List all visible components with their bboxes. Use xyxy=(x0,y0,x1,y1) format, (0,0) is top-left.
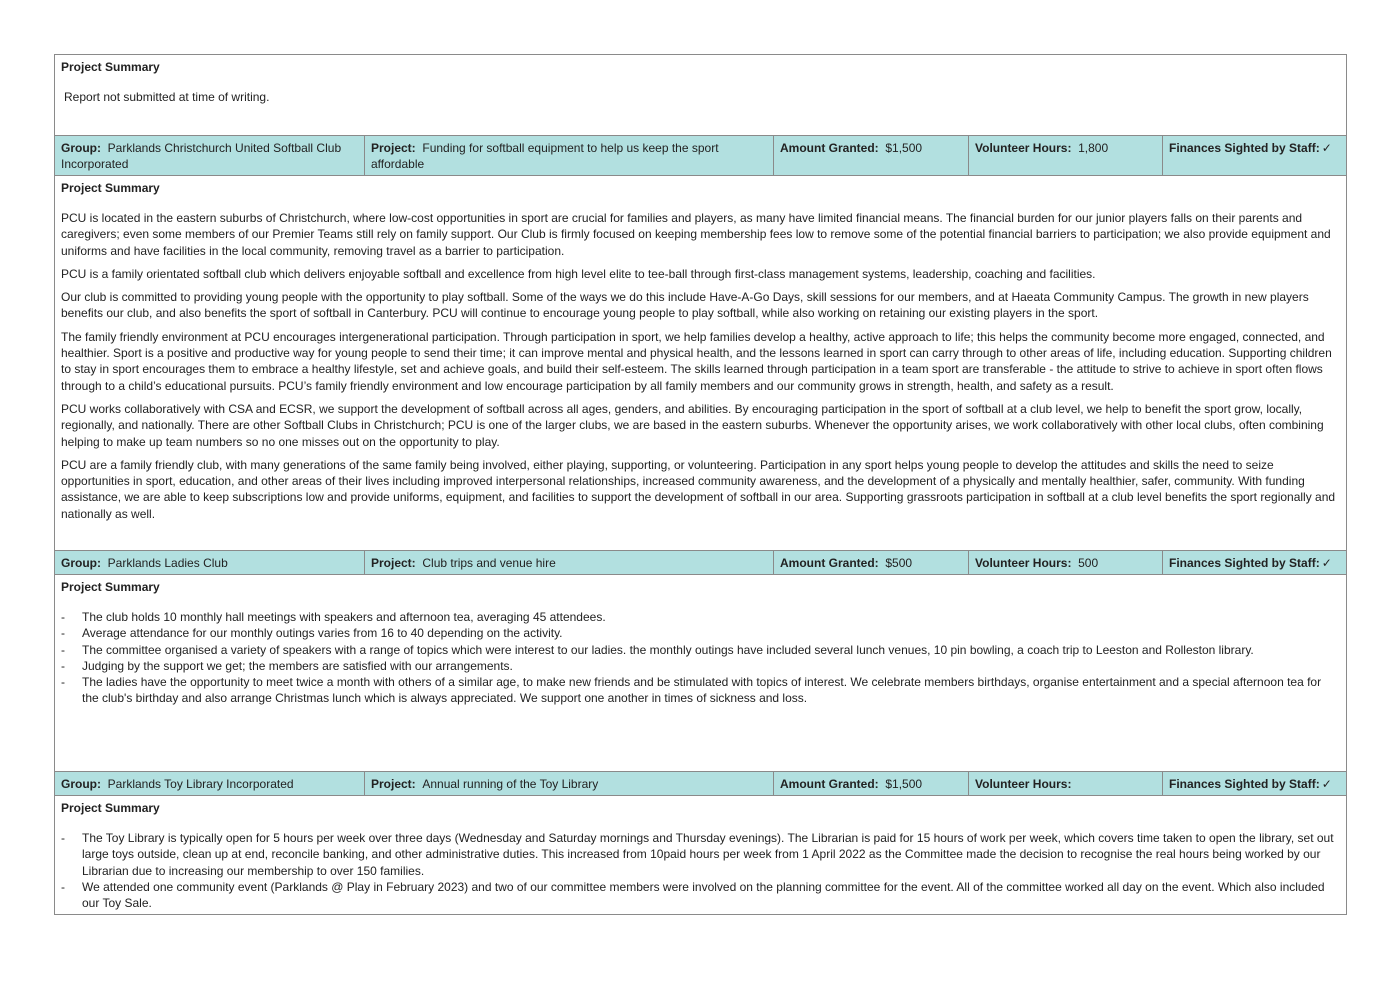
amount-label: Amount Granted: xyxy=(780,141,879,155)
amount-cell xyxy=(774,772,969,796)
list-item: - Judging by the support we get; the members are satisfied with our arrangements. xyxy=(61,658,1340,674)
summary-row xyxy=(55,176,1347,551)
project-cell xyxy=(365,136,774,176)
finances-cell xyxy=(1163,136,1347,176)
hours-cell xyxy=(969,551,1163,575)
grant-header-row xyxy=(55,772,1347,796)
list-item: - The committee organised a variety of speakers with a range of topics which were interest to our ladies. the monthly outings have included several lunch venues, 10 pin bowling, a coach trip to Leeston and Rolleston library. xyxy=(61,642,1340,658)
summary-paragraph: PCU is located in the eastern suburbs of Christchurch, where low-cost opportunities in sport are crucial for families and players, as many have limited financial means. The financial burden for our junior players falls on their parents and caregivers; even some members of our Premier Teams still rely on family support. Our Club is firmly focused on keeping membership fees low to remove some of the potential financial barriers to participation; we also provide equipment and uniforms and have facilities in the local community, removing travel as a barrier to participation. xyxy=(61,211,1331,258)
summary-list xyxy=(61,830,1340,911)
document-page xyxy=(54,54,1346,915)
grants-table xyxy=(54,54,1347,915)
project-cell xyxy=(365,551,774,575)
hours-cell xyxy=(969,136,1163,176)
amount-label: Amount Granted: xyxy=(780,556,879,570)
check-icon: ✓ xyxy=(1321,556,1332,570)
summary-paragraph: PCU are a family friendly club, with many generations of the same family being involved, either playing, supporting, or volunteering. Participation in any sport helps young people to develop the attitudes and skills the need to seize opportunities in sport, education, and other areas of their lives including improved interpersonal relationships, increased community awareness, and the development of a physically and mentally healthier, safer, community. With funding assistance, we are able to keep subscriptions low and provide uniforms, equipment, and facilities to support the development of softball in our area. Supporting grassroots participation in softball at a club level benefits the sport regionally and nationally as well. xyxy=(61,457,1336,521)
project-value: Club trips and venue hire xyxy=(422,556,556,570)
summary-title: Project Summary xyxy=(61,801,160,815)
summary-title: Project Summary xyxy=(61,580,160,594)
finances-label: Finances Sighted by Staff: xyxy=(1169,556,1320,570)
finances-label: Finances Sighted by Staff: xyxy=(1169,777,1320,791)
check-icon: ✓ xyxy=(1321,141,1332,155)
group-value: Parklands Christchurch United Softball Club Incorporated xyxy=(61,141,342,171)
list-item: - The Toy Library is typically open for 5 hours per week over three days (Wednesday and Saturday mornings and Thursday evenings). The Librarian is paid for 15 hours of work per week, which covers time taken to open the library, set out large toys outside, clean up at end, reconcile banking, and other administrative duties. This increased from 10paid hours per week from 1 April 2022 as the Committee made the decision to recognise the real hours being worked by our Librarian due to increasing our membership to over 150 families. xyxy=(61,830,1340,879)
summary-cell xyxy=(55,55,1347,136)
amount-value: $1,500 xyxy=(885,777,923,791)
hours-value: 1,800 xyxy=(1078,141,1109,155)
summary-paragraph: PCU is a family orientated softball club which delivers enjoyable softball and excellence from high level elite to tee-ball through first-class management systems, leadership, coaching and facilities. xyxy=(61,266,1096,281)
group-cell xyxy=(55,136,365,176)
summary-paragraph: Our club is committed to providing young people with the opportunity to play softball. Some of the ways we do this include Have-A-Go Days, skill sessions for our members, and at Haeata Community Campus. The growth in new players benefits our club, and also benefits the sport of softball in Canterbury. PCU will continue to encourage young people to play softball, while also working on retaining our existing players in the sport. xyxy=(61,290,1309,321)
summary-list xyxy=(61,609,1340,707)
summary-row xyxy=(55,796,1347,915)
summary-text: Report not submitted at time of writing. xyxy=(64,90,270,104)
summary-row xyxy=(55,55,1347,136)
summary-cell xyxy=(55,176,1347,551)
project-label: Project: xyxy=(371,141,416,155)
group-value: Parklands Toy Library Incorporated xyxy=(107,777,294,791)
amount-value: $500 xyxy=(885,556,913,570)
hours-label: Volunteer Hours: xyxy=(975,141,1072,155)
summary-cell xyxy=(55,796,1347,915)
hours-value: 500 xyxy=(1078,556,1099,570)
amount-cell xyxy=(774,136,969,176)
project-value: Funding for softball equipment to help us keep the sport affordable xyxy=(371,141,719,171)
list-item: - The club holds 10 monthly hall meetings with speakers and afternoon tea, averaging 45 attendees. xyxy=(61,609,1340,625)
project-cell xyxy=(365,772,774,796)
list-item: - The ladies have the opportunity to meet twice a month with others of a similar age, to make new friends and be stimulated with topics of interest. We celebrate members birthdays, organise entertainment and a special afternoon tea for the club's birthday and also arrange Christmas lunch which is always appreciated. We support one another in times of sickness and loss. xyxy=(61,674,1340,707)
group-cell xyxy=(55,772,365,796)
project-label: Project: xyxy=(371,556,416,570)
hours-label: Volunteer Hours: xyxy=(975,556,1072,570)
group-label: Group: xyxy=(61,556,101,570)
check-icon: ✓ xyxy=(1321,777,1332,791)
list-item: - We attended one community event (Parklands @ Play in February 2023) and two of our committee members were involved on the planning committee for the event. All of the committee worked all day on the event. Which also included our Toy Sale. xyxy=(61,879,1340,912)
amount-value: $1,500 xyxy=(885,141,923,155)
grant-header-row xyxy=(55,136,1347,176)
amount-cell xyxy=(774,551,969,575)
group-label: Group: xyxy=(61,141,101,155)
grant-header-row xyxy=(55,551,1347,575)
summary-paragraph: PCU works collaboratively with CSA and ECSR, we support the development of softball across all ages, genders, and abilities. By encouraging participation in the sport of softball at a club level, we help to benefit the sport grow, locally, regionally, and nationally. There are other Softball Clubs in Christchurch; PCU is one of the larger clubs, we are based in the eastern suburbs. Whenever the opportunity arises, we work collaboratively with other local clubs, often combining helping to make up team numbers so no one misses out on the opportunity to play. xyxy=(61,401,1324,449)
hours-cell xyxy=(969,772,1163,796)
amount-label: Amount Granted: xyxy=(780,777,879,791)
project-value: Annual running of the Toy Library xyxy=(422,777,599,791)
finances-cell xyxy=(1163,551,1347,575)
finances-label: Finances Sighted by Staff: xyxy=(1169,141,1320,155)
group-cell xyxy=(55,551,365,575)
group-label: Group: xyxy=(61,777,101,791)
group-value: Parklands Ladies Club xyxy=(107,556,228,570)
hours-label: Volunteer Hours: xyxy=(975,777,1072,791)
finances-cell xyxy=(1163,772,1347,796)
summary-row xyxy=(55,575,1347,772)
summary-paragraph: The family friendly environment at PCU encourages intergenerational participation. Through participation in sport, we help families develop a healthy, active approach to life; this helps the community become more engaged, connected, and healthier. Sport is a positive and productive way for young people to send their time; it can improve mental and physical health, and the lessons learned in sport can carry through to other areas of life, including education. Supporting children to stay in sport encourages them to embrace a healthy lifestyle, set and achieve goals, and build their self-esteem. The skills learned through participation in a team sport are transferable - the attitude to strive to achieve in sport often flows through to a child’s educational pursuits. PCU’s family friendly environment and low encourage participation by all family members and our community grows in strength, health, and safety as a result. xyxy=(61,329,1332,393)
summary-title: Project Summary xyxy=(61,60,160,74)
project-label: Project: xyxy=(371,777,416,791)
summary-title: Project Summary xyxy=(61,181,160,195)
summary-cell xyxy=(55,575,1347,772)
list-item: - Average attendance for our monthly outings varies from 16 to 40 depending on the activity. xyxy=(61,625,1340,641)
